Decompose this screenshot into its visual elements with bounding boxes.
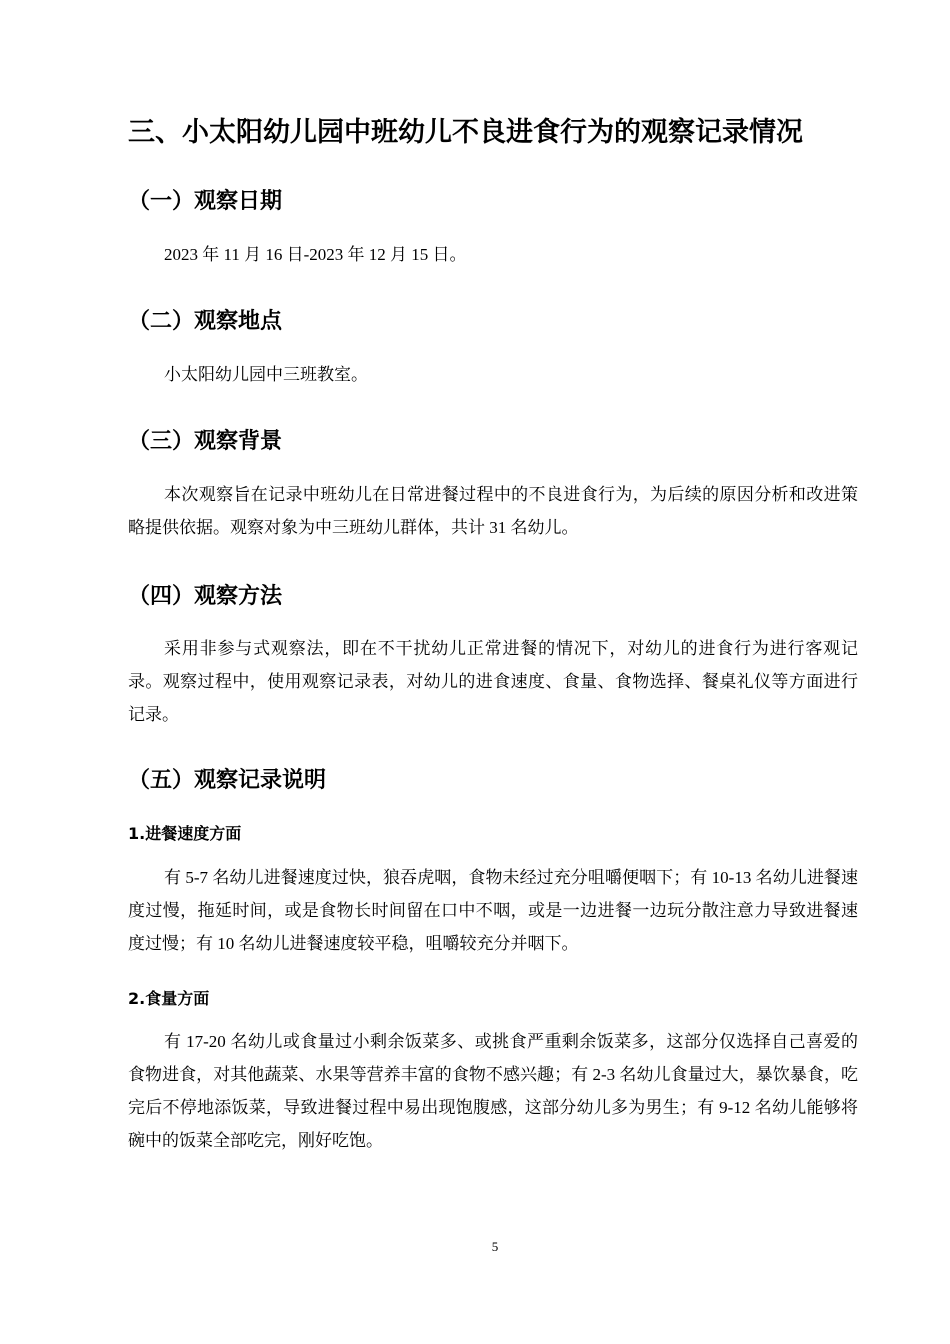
paragraph-location: 小太阳幼儿园中三班教室。 [164,365,368,384]
paragraph-date: 2023 年 11 月 16 日-2023 年 12 月 15 日。 [164,245,467,264]
section-heading-notes: （五）观察记录说明 [128,768,327,793]
section-heading-date: （一）观察日期 [128,189,283,214]
page-number: 5 [491,1239,499,1254]
subsection-heading-eating-speed: 1.进餐速度方面 [128,824,242,843]
paragraph-food-intake: 有 17-20 名幼儿或食量过小剩余饭菜多、或挑食严重剩余饭菜多，这部分仅选择自己喜爱的食物进食，对其他蔬菜、水果等营养丰富的食物不感兴趣；有 2-3 名幼儿食量过大，暴饮暴食，吃完后不停地添饭菜，导致进餐过程中易出现饱腹感，这部分幼儿多为男生；有 9-12 名幼儿能够将碗中的饭菜全部吃完，刚好吃饱。 [128,1032,858,1150]
section-heading-background: （三）观察背景 [128,429,283,454]
chapter-title: 三、小太阳幼儿园中班幼儿不良进食行为的观察记录情况 [128,117,803,148]
paragraph-method: 采用非参与式观察法，即在不干扰幼儿正常进餐的情况下，对幼儿的进食行为进行客观记录。观察过程中，使用观察记录表，对幼儿的进食速度、食量、食物选择、餐桌礼仪等方面进行记录。 [128,639,858,724]
subsection-heading-food-intake: 2.食量方面 [128,989,210,1008]
section-heading-method: （四）观察方法 [128,584,283,609]
section-heading-location: （二）观察地点 [128,309,283,334]
paragraph-background: 本次观察旨在记录中班幼儿在日常进餐过程中的不良进食行为，为后续的原因分析和改进策略提供依据。观察对象为中三班幼儿群体，共计 31 名幼儿。 [128,485,858,537]
paragraph-eating-speed: 有 5-7 名幼儿进餐速度过快，狼吞虎咽，食物未经过充分咀嚼便咽下；有 10-13 名幼儿进餐速度过慢，拖延时间，或是食物长时间留在口中不咽，或是一边进餐一边玩分散注意力导致进餐速度过慢；有 10 名幼儿进餐速度较平稳，咀嚼较充分并咽下。 [128,868,858,953]
